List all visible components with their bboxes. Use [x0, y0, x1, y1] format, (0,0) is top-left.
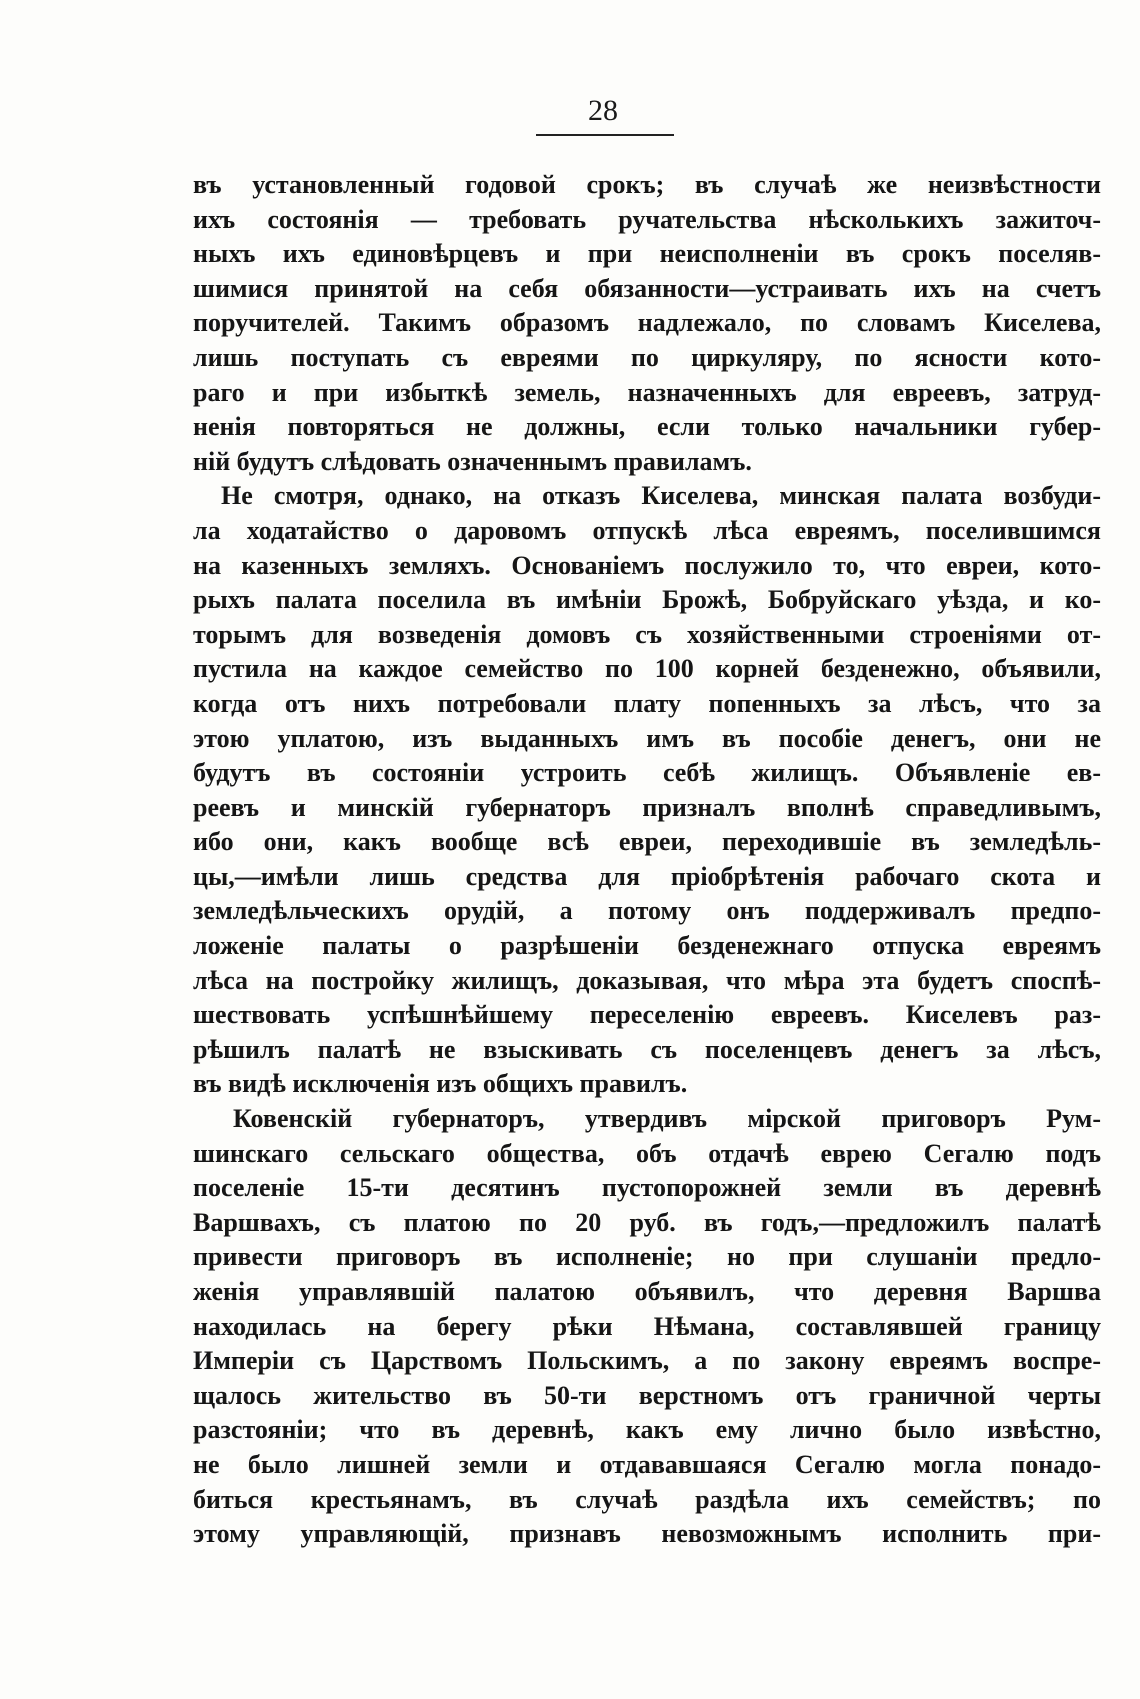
- text-line: раго и при избыткѣ земель, назначенныхъ для евреевъ, затруд-: [193, 377, 1101, 407]
- page-body: [193, 168, 1101, 1552]
- text-line: торымъ для возведенія домовъ съ хозяйственными строеніями от-: [193, 619, 1101, 649]
- text-line: шимися принятой на себя обязанности—устраивать ихъ на счетъ: [193, 273, 1101, 303]
- text-line: цы,—имѣли лишь средства для пріобрѣтенія рабочаго скота и: [193, 861, 1101, 891]
- paragraph: [193, 168, 1101, 479]
- text-line: рѣшилъ палатѣ не взыскивать съ поселенцевъ денегъ за лѣсъ,: [193, 1034, 1101, 1064]
- text-line: на казенныхъ земляхъ. Основаніемъ послужило то, что евреи, кото-: [193, 550, 1101, 580]
- text-line: рыхъ палата поселила въ имѣніи Брожѣ, Бобруйскаго уѣзда, и ко-: [193, 585, 1101, 615]
- text-line: когда отъ нихъ потребовали плату попенныхъ за лѣсъ, что за: [193, 688, 1101, 718]
- text-line: ла ходатайство о даровомъ отпускѣ лѣса евреямъ, поселившимся: [193, 515, 1101, 545]
- text-line: поселеніе 15-ти десятинъ пустопорожней земли въ деревнѣ: [193, 1173, 1101, 1203]
- text-line: Ковенскій губернаторъ, утвердивъ мірской приговоръ Рум-: [233, 1104, 1101, 1134]
- text-line: ложеніе палаты о разрѣшеніи безденежнаго отпуска евреямъ: [193, 931, 1101, 961]
- text-line: лишь поступать съ евреями по циркуляру, по ясности кото-: [193, 342, 1101, 372]
- text-line: щалось жительство въ 50-ти верстномъ отъ граничной черты: [193, 1380, 1101, 1410]
- page-number: 28: [588, 94, 618, 127]
- text-line: ныхъ ихъ единовѣрцевъ и при неисполненіи въ срокъ поселяв-: [193, 239, 1101, 269]
- text-line: пустила на каждое семейство по 100 корней безденежно, объявили,: [193, 654, 1101, 684]
- paragraph: [193, 479, 1101, 1102]
- text-line: въ установленный годовой срокъ; въ случаѣ же неизвѣстности: [193, 170, 1101, 199]
- text-line: ибо они, какъ вообще всѣ евреи, переходившіе въ земледѣль-: [193, 827, 1101, 857]
- text-line: ненія повторяться не должны, если только начальники губер-: [193, 412, 1101, 442]
- text-line: будутъ въ состояніи устроить себѣ жилищъ. Объявленіе ев-: [193, 758, 1101, 788]
- text-line: ній будутъ слѣдовать означеннымъ правиламъ.: [193, 446, 752, 476]
- text-line: лѣса на постройку жилищъ, доказывая, что мѣра эта будетъ споспѣ-: [193, 965, 1101, 995]
- header-rule: [536, 134, 674, 136]
- text-line: въ видѣ исключенія изъ общихъ правилъ.: [193, 1069, 688, 1099]
- text-line: Имперіи съ Царствомъ Польскимъ, а по закону евреямъ воспре-: [193, 1346, 1101, 1376]
- text-line: земледѣльческихъ орудій, а потому онъ поддерживалъ предпо-: [193, 896, 1101, 926]
- text-line: ихъ состоянія — требовать ручательства нѣсколькихъ зажиточ-: [193, 204, 1101, 234]
- text-line: Варшвахъ, съ платою по 20 руб. въ годъ,—предложилъ палатѣ: [193, 1207, 1101, 1237]
- text-line: не было лишней земли и отдававшаяся Сегалю могла понадо-: [193, 1449, 1101, 1479]
- text-line: биться крестьянамъ, въ случаѣ раздѣла ихъ семействъ; по: [193, 1484, 1101, 1514]
- paragraph: [193, 1102, 1101, 1552]
- text-line: шествовать успѣшнѣйшему переселенію евреевъ. Киселевъ раз-: [193, 1000, 1101, 1030]
- text-line: привести приговоръ въ исполненіе; но при слушаніи предло-: [193, 1242, 1101, 1272]
- text-line: Не смотря, однако, на отказъ Киселева, минская палата возбуди-: [221, 481, 1101, 511]
- text-line: находилась на берегу рѣки Нѣмана, составлявшей границу: [193, 1311, 1101, 1341]
- text-line: этому управляющій, признавъ невозможнымъ исполнить при-: [193, 1519, 1101, 1549]
- text-line: этою уплатою, изъ выданныхъ имъ въ пособіе денегъ, они не: [193, 723, 1101, 753]
- text-line: женія управлявшій палатою объявилъ, что деревня Варшва: [193, 1277, 1101, 1306]
- text-line: реевъ и минскій губернаторъ призналъ вполнѣ справедливымъ,: [193, 792, 1101, 822]
- text-line: разстояніи; что въ деревнѣ, какъ ему лично было извѣстно,: [193, 1415, 1101, 1445]
- text-line: шинскаго сельскаго общества, объ отдачѣ еврею Сегалю подъ: [193, 1138, 1101, 1168]
- text-line: поручителей. Такимъ образомъ надлежало, по словамъ Киселева,: [193, 308, 1101, 338]
